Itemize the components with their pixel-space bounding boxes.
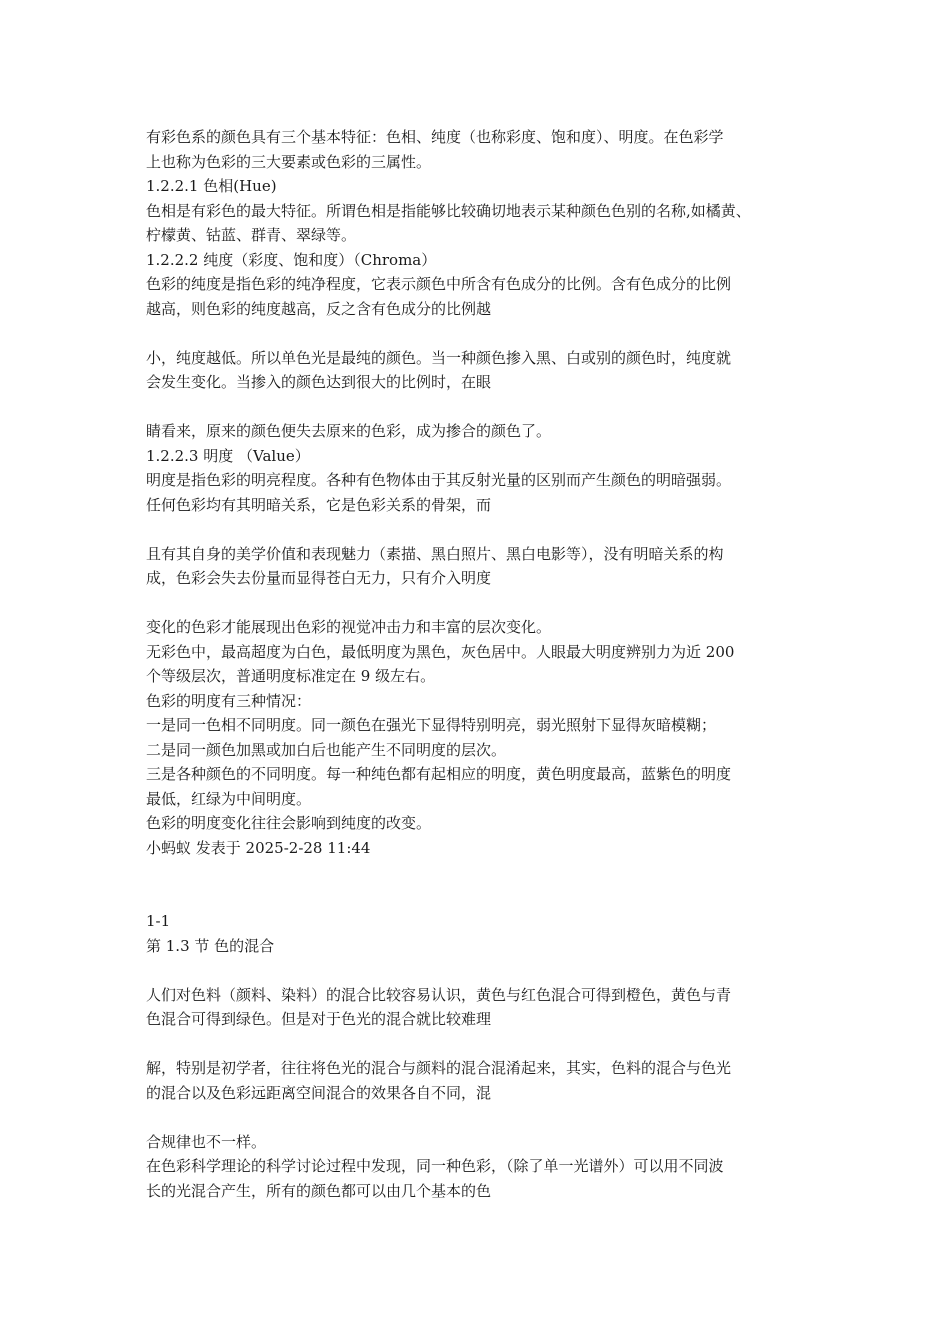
text-line: 无彩色中，最高超度为白色，最低明度为黑色，灰色居中。人眼最大明度辨别力为近 200 — [146, 642, 735, 661]
document-body — [146, 125, 818, 1203]
blank-line — [146, 860, 818, 885]
text-line: 小蚂蚁 发表于 2025-2-28 11:44 — [146, 838, 371, 857]
text-line: 色彩的明度变化往往会影响到纯度的改变。 — [146, 814, 432, 832]
text-line: 上也称为色彩的三大要素或色彩的三属性。 — [146, 152, 432, 171]
text-line: 柠檬黄、钴蓝、群青、翠绿等。 — [146, 226, 357, 244]
text-line: 第 1.3 节 色的混合 — [146, 936, 275, 955]
text-line: 1-1 — [146, 912, 171, 930]
text-line: 色彩的纯度是指色彩的纯净程度，它表示颜色中所含有色成分的比例。含有色成分的比例 — [146, 275, 732, 293]
text-line: 任何色彩均有其明暗关系，它是色彩关系的骨架，而 — [146, 495, 492, 514]
text-line: 明度是指色彩的明亮程度。各种有色物体由于其反射光量的区别而产生颜色的明暗强弱。 — [146, 471, 732, 489]
text-line: 人们对色料（颜料、染料）的混合比较容易认识，黄色与红色混合可得到橙色，黄色与青 — [146, 985, 732, 1004]
text-line: 二是同一颜色加黑或加白后也能产生不同明度的层次。 — [146, 740, 507, 759]
text-line: 越高，则色彩的纯度越高，反之含有色成分的比例越 — [146, 299, 492, 318]
blank-line — [146, 517, 818, 542]
text-line: 成，色彩会失去份量而显得苍白无力，只有介入明度 — [146, 569, 492, 587]
text-line: 色彩的明度有三种情况： — [146, 691, 312, 710]
blank-line — [146, 958, 818, 983]
text-line: 睛看来，原来的颜色便失去原来的色彩，成为掺合的颜色了。 — [146, 422, 552, 440]
text-line: 且有其自身的美学价值和表现魅力（素描、黑白照片、黑白电影等），没有明暗关系的构 — [146, 544, 724, 563]
text-line: 解，特别是初学者，往往将色光的混合与颜料的混合混淆起来，其实，色料的混合与色光 — [146, 1059, 732, 1077]
text-line: 1.2.2.1 色相(Hue) — [146, 177, 277, 195]
blank-line — [146, 591, 818, 616]
blank-line — [146, 321, 818, 346]
text-line: 色相是有彩色的最大特征。所谓色相是指能够比较确切地表示某种颜色色别的名称,如橘黄、 — [146, 201, 751, 220]
text-line: 三是各种颜色的不同明度。每一种纯色都有起相应的明度，黄色明度最高，蓝紫色的明度 — [146, 765, 732, 783]
text-line: 一是同一色相不同明度。同一颜色在强光下显得特别明亮，弱光照射下显得灰暗模糊； — [146, 716, 717, 734]
text-line: 有彩色系的颜色具有三个基本特征：色相、纯度（也称彩度、饱和度）、明度。在色彩学 — [146, 128, 724, 146]
blank-line — [146, 1032, 818, 1057]
text-line: 变化的色彩才能展现出色彩的视觉冲击力和丰富的层次变化。 — [146, 618, 552, 636]
text-line: 会发生变化。当掺入的颜色达到很大的比例时，在眼 — [146, 373, 492, 391]
text-line: 色混合可得到绿色。但是对于色光的混合就比较难理 — [146, 1010, 492, 1028]
text-line: 1.2.2.3 明度 （Value） — [146, 446, 310, 465]
text-line: 个等级层次，普通明度标准定在 9 级左右。 — [146, 667, 436, 685]
blank-line — [146, 1105, 818, 1130]
text-line: 小，纯度越低。所以单色光是最纯的颜色。当一种颜色掺入黑、白或别的颜色时，纯度就 — [146, 348, 732, 367]
blank-line — [146, 885, 818, 910]
text-line: 1.2.2.2 纯度（彩度、饱和度）（Chroma） — [146, 250, 437, 269]
text-line: 在色彩科学理论的科学讨论过程中发现，同一种色彩，（除了单一光谱外）可以用不同波 — [146, 1157, 724, 1175]
text-line: 的混合以及色彩远距离空间混合的效果各自不同，混 — [146, 1083, 492, 1102]
text-line: 合规律也不一样。 — [146, 1132, 267, 1151]
text-line: 长的光混合产生，所有的颜色都可以由几个基本的色 — [146, 1181, 492, 1200]
text-line: 最低，红绿为中间明度。 — [146, 789, 312, 808]
blank-line — [146, 395, 818, 420]
